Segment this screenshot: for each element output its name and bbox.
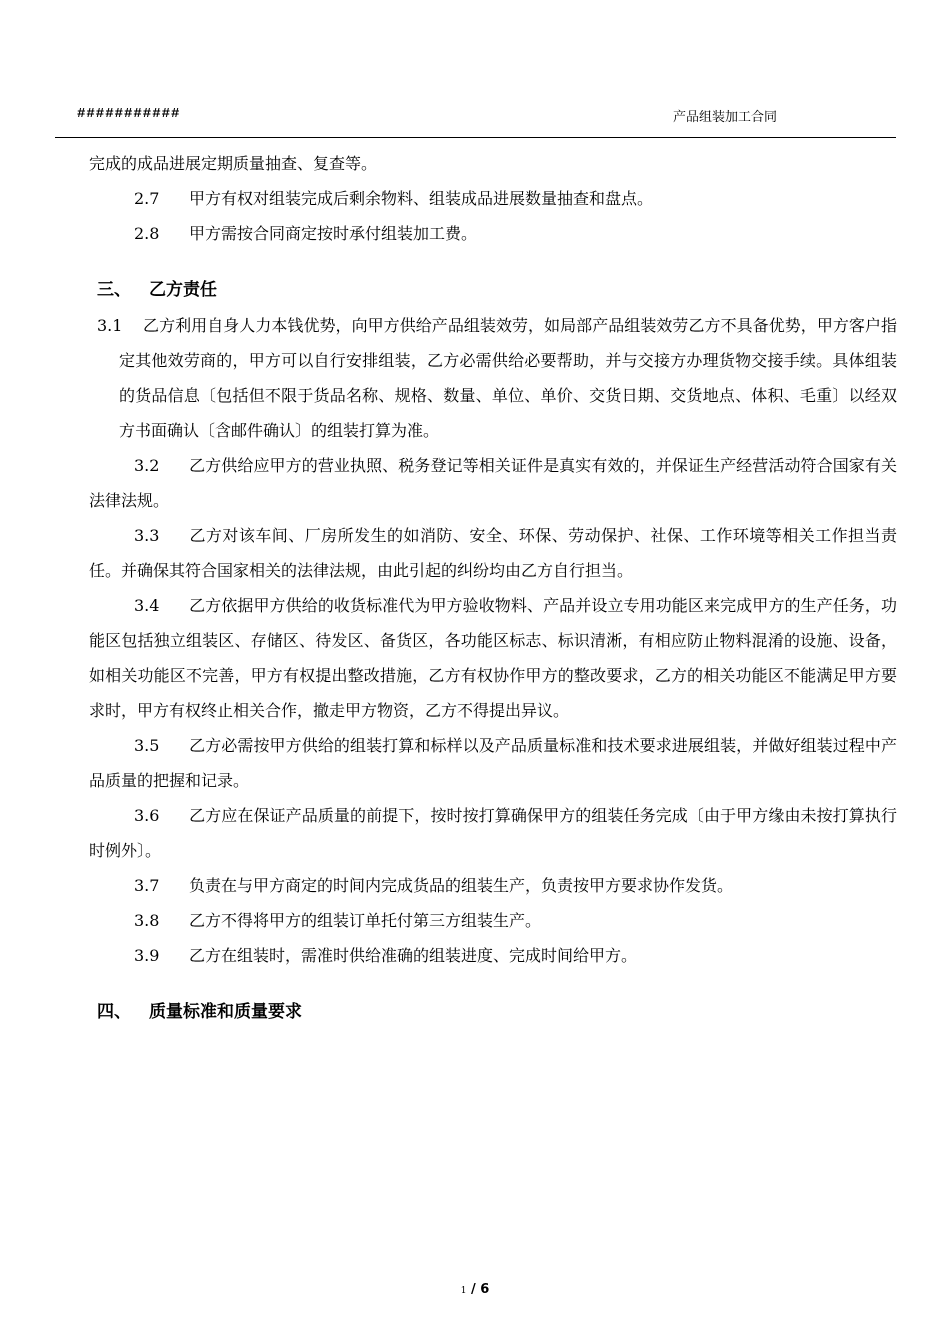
- clause-number: 3.4: [134, 596, 160, 615]
- document-body: [89, 146, 897, 1030]
- clause-3-8: [89, 903, 897, 938]
- page-separator: /: [466, 1282, 481, 1297]
- clause-number: 3.2: [134, 456, 160, 475]
- page-footer: [0, 1282, 950, 1297]
- section-title: 质量标准和质量要求: [149, 1002, 302, 1022]
- page-total: 6: [480, 1282, 490, 1297]
- clause-number: 3.7: [134, 876, 160, 895]
- section-heading-4: [89, 995, 897, 1030]
- clause-3-1: [89, 308, 897, 448]
- clause-number: 2.7: [134, 189, 160, 208]
- clause-3-6: [89, 798, 897, 868]
- clause-3-5: [89, 728, 897, 798]
- clause-3-4: [89, 588, 897, 728]
- clause-number: 3.9: [134, 946, 160, 965]
- clause-3-9: [89, 938, 897, 973]
- page-current: 1: [460, 1286, 467, 1296]
- section-title: 乙方责任: [149, 280, 217, 300]
- clause-text: 甲方有权对组装完成后剩余物料、组装成品进展数量抽查和盘点。: [189, 189, 654, 208]
- clause-text: 负责在与甲方商定的时间内完成货品的组装生产，负责按甲方要求协作发货。: [189, 876, 734, 895]
- clause-text: 乙方在组装时，需准时供给准确的组装进度、完成时间给甲方。: [189, 946, 638, 965]
- clause-text: 甲方需按合同商定按时承付组装加工费。: [189, 224, 478, 243]
- section-heading-3: [89, 273, 897, 308]
- header-divider: [55, 137, 896, 138]
- clause-text: 乙方依据甲方供给的收货标准代为甲方验收物料、产品并设立专用功能区来完成甲方的生产任务，功能区包括独立组装区、存储区、待发区、备货区，各功能区标志、标识清淅，有相应防止物料混淆的设施、设备，如相关功能区不完善，甲方有权提出整改措施，乙方有权协作甲方的整改要求，乙方的相关功能区不能满足甲方要求时，甲方有权终止相关合作，撤走甲方物资，乙方不得提出异议。: [89, 596, 897, 720]
- clause-text: 乙方利用自身人力本钱优势，向甲方供给产品组装效劳，如局部产品组装效劳乙方不具备优势，甲方客户指定其他效劳商的，甲方可以自行安排组装，乙方必需供给必要帮助，并与交接方办理货物交接手续。具体组装的货品信息〔包括但不限于货品名称、规格、数量、单位、单价、交货日期、交货地点、体积、毛重〕以经双方书面确认〔含邮件确认〕的组装打算为准。: [119, 316, 897, 440]
- clause-number: 3.5: [134, 736, 160, 755]
- clause-text: 乙方供给应甲方的营业执照、税务登记等相关证件是真实有效的，并保证生产经营活动符合国家有关法律法规。: [89, 456, 897, 510]
- section-number: 四、: [97, 1002, 131, 1022]
- clause-number: 3.3: [134, 526, 160, 545]
- clause-number: 3.6: [134, 806, 160, 825]
- header-document-title: 产品组装加工合同: [673, 110, 778, 125]
- clause-number: 2.8: [134, 224, 160, 243]
- clause-text: 乙方不得将甲方的组装订单托付第三方组装生产。: [189, 911, 542, 930]
- clause-3-2: [89, 448, 897, 518]
- clause-3-3: [89, 518, 897, 588]
- clause-text: 乙方应在保证产品质量的前提下，按时按打算确保甲方的组装任务完成〔由于甲方缘由未按打算执行时例外〕。: [89, 806, 897, 860]
- clause-3-7: [89, 868, 897, 903]
- continued-paragraph: 完成的成品进展定期质量抽查、复查等。: [89, 154, 378, 173]
- clause-text: 乙方必需按甲方供给的组装打算和标样以及产品质量标准和技术要求进展组装，并做好组装过程中产品质量的把握和记录。: [89, 736, 897, 790]
- clause-number: 3.8: [134, 911, 160, 930]
- section-number: 三、: [97, 280, 131, 300]
- clause-text: 乙方对该车间、厂房所发生的如消防、安全、环保、劳动保护、社保、工作环境等相关工作担当责任。并确保其符合国家相关的法律法规，由此引起的纠纷均由乙方自行担当。: [89, 526, 897, 580]
- clause-number: 3.1: [97, 316, 123, 335]
- clause-2-8: [89, 216, 897, 251]
- clause-2-7: [89, 181, 897, 216]
- header-document-id: ###########: [77, 106, 181, 122]
